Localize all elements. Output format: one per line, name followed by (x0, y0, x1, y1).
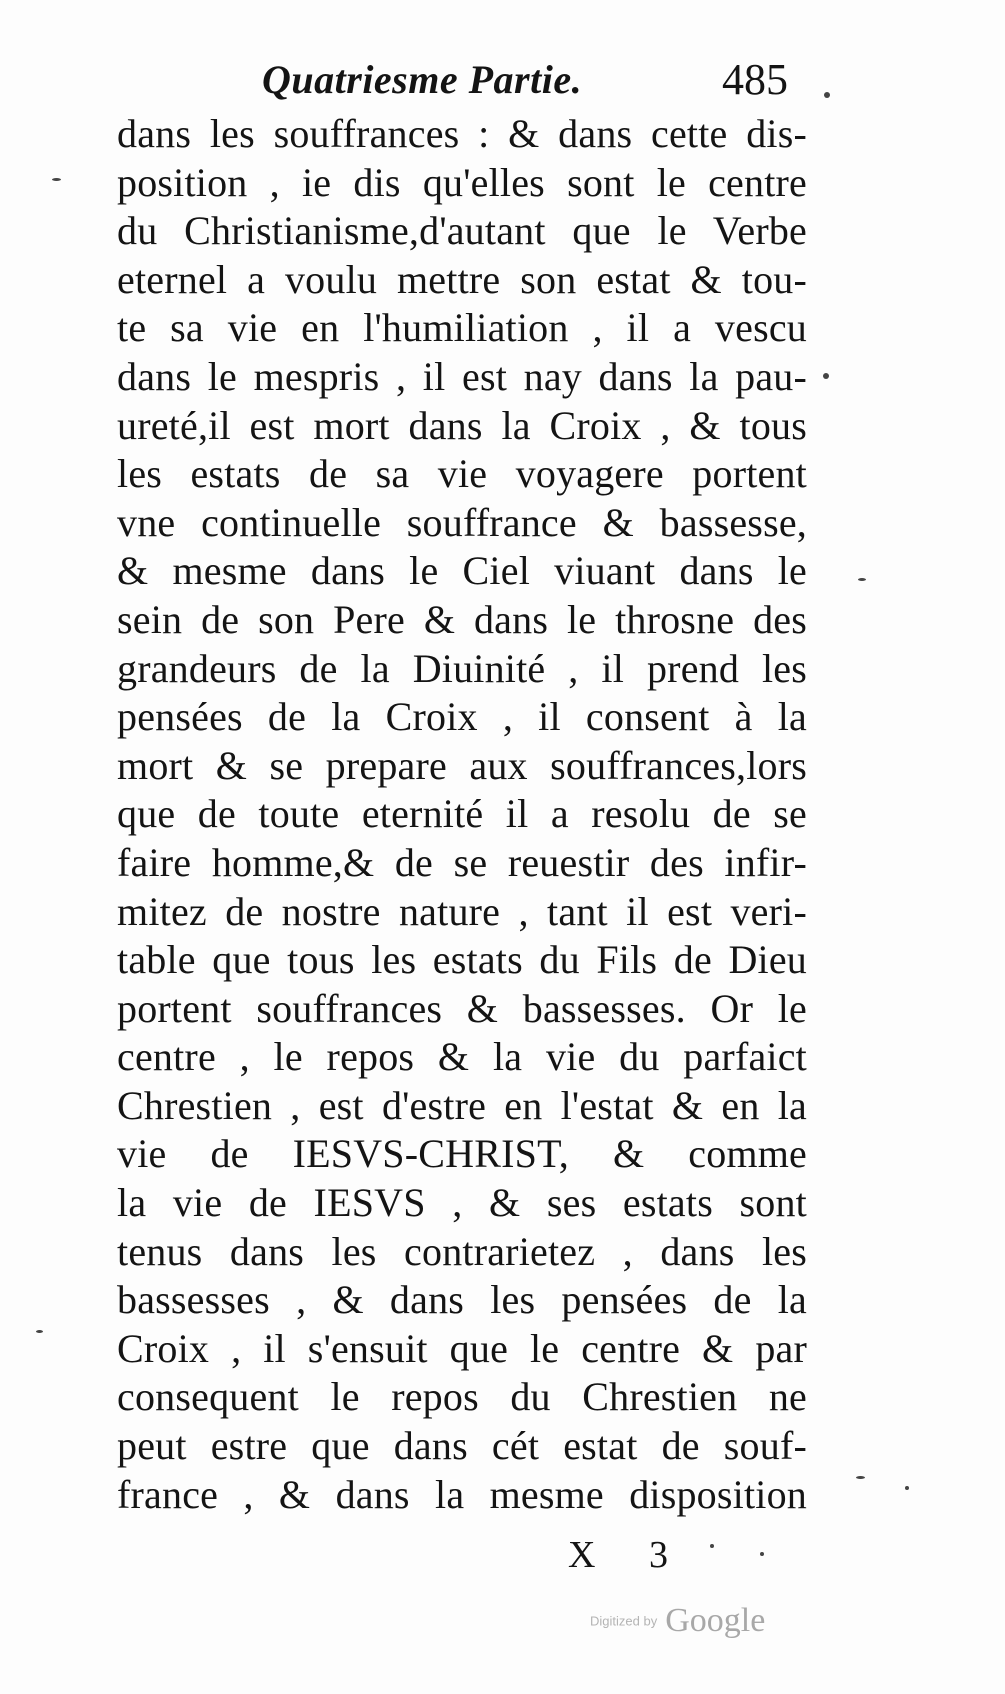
text-line: france , & dans la mesme disposition (117, 1471, 807, 1517)
text-line: peut estre que dans cét estat de souf- (117, 1423, 807, 1469)
text-line: la vie de IESVS , & ses estats sont (117, 1180, 807, 1226)
text-line: mort & se prepare aux souffrances,lors (117, 742, 807, 788)
text-line: te sa vie en l'humiliation , il a vescu (117, 305, 807, 351)
running-head (262, 52, 822, 112)
page-number: 485 (722, 55, 788, 104)
text-line: tenus dans les contrarietez , dans les (117, 1228, 807, 1274)
text-line: vne continuelle souffrance & bassesse, (117, 499, 807, 545)
scan-speck (710, 1544, 714, 1548)
running-title: Quatriesme Partie. (262, 57, 583, 102)
text-line: ureté,il est mort dans la Croix , & tous (117, 402, 807, 448)
text-line: mitez de nostre nature , tant il est veri- (117, 888, 807, 934)
scan-speck (858, 578, 866, 581)
text-line: faire homme,& de se reuestir des infir- (117, 839, 807, 885)
text-line: position , ie dis qu'elles sont le centre (117, 159, 807, 205)
digitized-by-label: Digitized by (590, 1613, 658, 1629)
text-line: bassesses , & dans les pensées de la (117, 1277, 807, 1323)
scan-speck (760, 1552, 764, 1556)
signature-mark: X 3 (568, 1534, 690, 1576)
text-line: table que tous les estats du Fils de Dieu (117, 937, 807, 983)
text-line: grandeurs de la Diuinité , il prend les (117, 645, 807, 691)
text-line: eternel a voulu mettre son estat & tou- (117, 256, 807, 302)
text-line: Chrestien , est d'estre en l'estat & en la (117, 1082, 807, 1128)
scan-speck (823, 373, 829, 379)
text-line: sein de son Pere & dans le throsne des (117, 596, 807, 642)
text-line: du Christianisme,d'autant que le Verbe (117, 208, 807, 254)
text-line: Croix , il s'ensuit que le centre & par (117, 1325, 807, 1371)
google-logo: Google (665, 1602, 766, 1639)
scan-speck (824, 92, 830, 98)
text-line: que de toute eternité il a resolu de se (117, 791, 807, 837)
text-line: dans le mespris , il est nay dans la pau- (117, 353, 807, 399)
text-line: les estats de sa vie voyagere portent (117, 451, 807, 497)
text-line: vie de IESVS-CHRIST, & comme (117, 1131, 807, 1177)
body-text (117, 110, 807, 1519)
text-line: portent souffrances & bassesses. Or le (117, 985, 807, 1031)
digitized-watermark (590, 1602, 765, 1642)
scan-speck (856, 1476, 865, 1479)
scan-speck (36, 1330, 43, 1333)
text-line: pensées de la Croix , il consent à la (117, 694, 807, 740)
text-line: & mesme dans le Ciel viuant dans le (117, 548, 807, 594)
text-line: dans les souffrances : & dans cette dis- (117, 111, 807, 156)
text-line: centre , le repos & la vie du parfaict (117, 1034, 807, 1080)
scan-speck (905, 1486, 909, 1490)
scan-speck (52, 178, 61, 181)
text-line: consequent le repos du Chrestien ne (117, 1374, 807, 1420)
